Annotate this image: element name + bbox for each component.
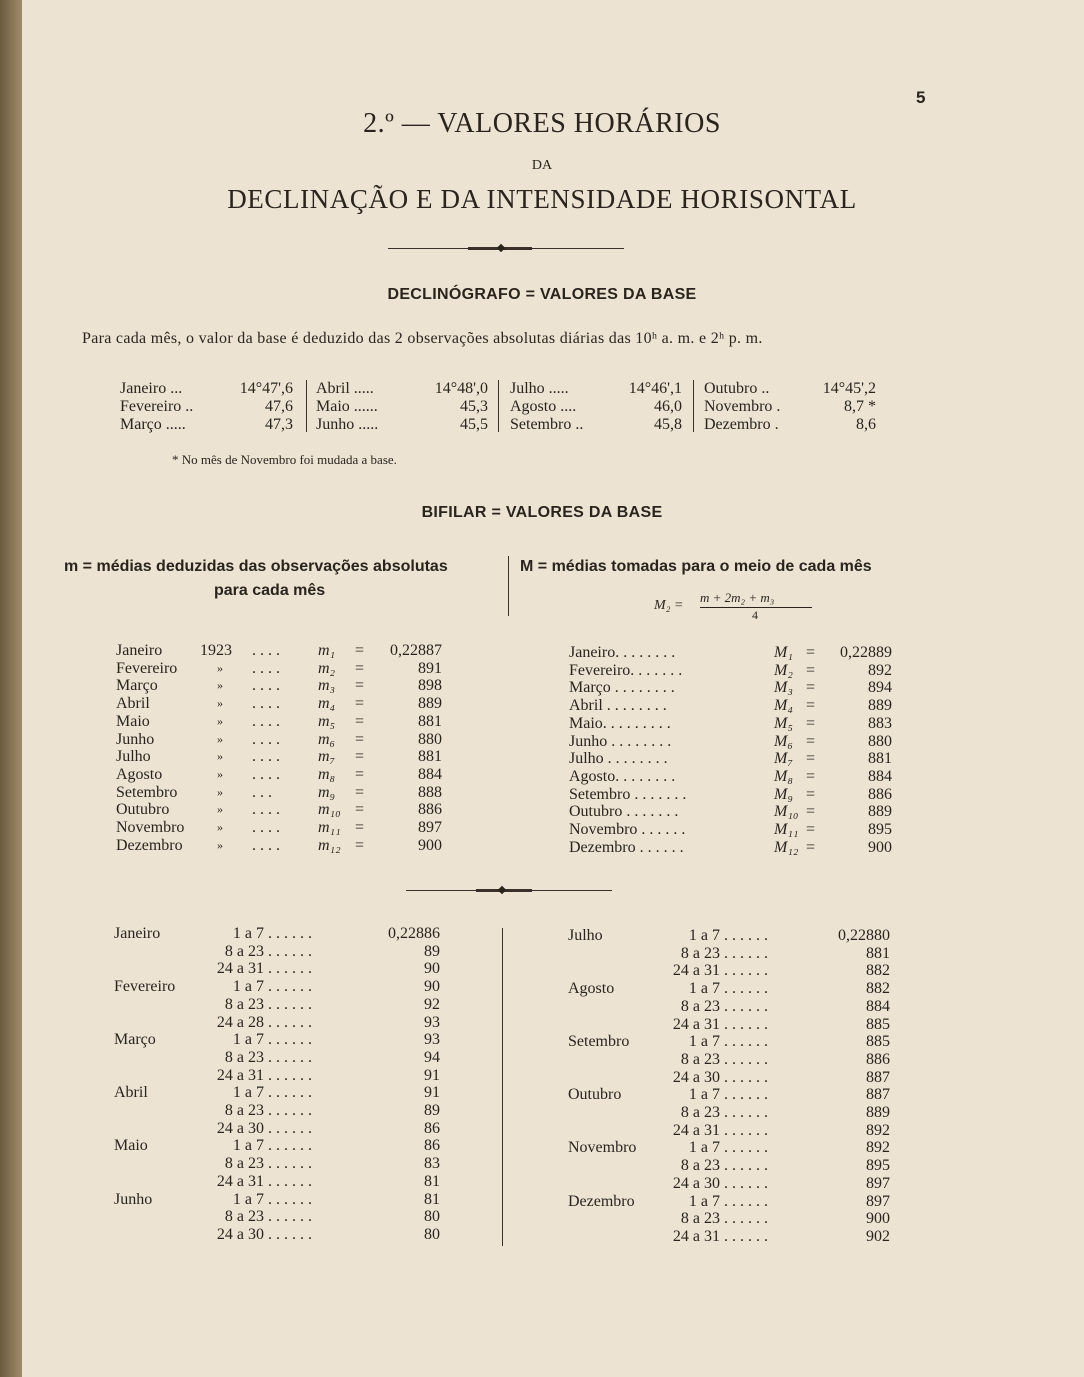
declinografo-month: Janeiro ... — [120, 380, 183, 397]
m-row-value: 898 — [418, 677, 442, 695]
formula-denominator: 4 — [752, 608, 758, 622]
weekly-value: 892 — [866, 1121, 890, 1139]
weekly-month: Outubro — [568, 1086, 622, 1104]
m-row-value: 0,22887 — [390, 642, 442, 659]
weekly-value: 93 — [424, 1031, 440, 1049]
weekly-range: 1 a 7 — [688, 1192, 720, 1210]
weekly-range: 1 a 7 — [232, 1084, 264, 1102]
declinografo-month: Junho ..... — [316, 416, 379, 433]
m-row-value: 881 — [418, 748, 442, 766]
weekly-dots: . . . . . . — [268, 1102, 312, 1119]
m-row-symbol: m₇ — [318, 748, 336, 766]
weekly-value: 902 — [866, 1227, 890, 1245]
weekly-month: Agosto — [568, 980, 615, 998]
m-row-month: Fevereiro — [116, 659, 178, 677]
M-row-symbol: M₂ — [774, 661, 793, 679]
footnote: * No mês de Novembro foi mudada a base. — [172, 452, 397, 467]
m-row-value: 880 — [418, 730, 442, 748]
weekly-month: Maio — [114, 1137, 148, 1155]
M-row-value: 889 — [868, 803, 892, 821]
M-row-value: 881 — [868, 750, 892, 768]
m-row-equals: = — [355, 748, 365, 766]
m-row-dots: . . . . — [252, 695, 280, 713]
weekly-value: 881 — [866, 944, 890, 962]
weekly-value: 884 — [866, 997, 890, 1015]
formula-lhs: M₂ = — [654, 598, 684, 613]
declinografo-value: 14°48',0 — [434, 380, 488, 397]
m-row-symbol: m₉ — [318, 783, 336, 801]
declinografo-month: Fevereiro .. — [120, 398, 194, 415]
M-row-equals: = — [806, 838, 816, 856]
M-row-value: 900 — [868, 838, 892, 856]
weekly-dots: . . . . . . — [724, 1157, 768, 1175]
weekly-value: 83 — [424, 1155, 440, 1173]
declinografo-month: Outubro .. — [704, 380, 770, 397]
weekly-range: 24 a 28 — [216, 1013, 264, 1031]
M-row-value: 883 — [868, 714, 892, 732]
weekly-value: 94 — [424, 1048, 440, 1066]
M-row-equals: = — [806, 785, 816, 803]
M-row-equals: = — [806, 821, 816, 838]
weekly-range: 24 a 31 — [672, 962, 720, 980]
weekly-value: 886 — [866, 1050, 890, 1068]
M-row-value: 880 — [868, 732, 892, 750]
declinografo-value: 47,6 — [265, 398, 293, 415]
weekly-range: 24 a 31 — [216, 1066, 264, 1084]
declinografo-value: 45,5 — [460, 416, 488, 433]
weekly-range: 24 a 31 — [672, 1121, 720, 1139]
m-row-equals: = — [355, 712, 365, 730]
weekly-dots: . . . . . . — [268, 1137, 312, 1155]
M-row-month: Fevereiro. . . . . . . — [569, 661, 683, 679]
M-row-symbol: M₇ — [774, 750, 793, 768]
M-row-equals: = — [806, 697, 816, 715]
m-row-value: 886 — [418, 801, 442, 819]
weekly-value: 80 — [424, 1225, 440, 1243]
weekly-month: Novembro — [568, 1139, 637, 1157]
weekly-dots: . . . . . . — [268, 1013, 312, 1031]
weekly-range: 24 a 31 — [672, 1015, 720, 1033]
declinografo-month: Março ..... — [120, 416, 186, 433]
weekly-range: 1 a 7 — [688, 1139, 720, 1157]
weekly-dots: . . . . . . — [724, 1139, 768, 1157]
weekly-value: 81 — [424, 1190, 440, 1208]
M-row-value: 895 — [868, 821, 892, 838]
m-row-dots: . . . . — [252, 730, 280, 748]
m-row-equals: = — [355, 677, 365, 695]
weekly-range: 24 a 30 — [672, 1174, 720, 1192]
m-row-symbol: m₆ — [318, 730, 336, 748]
weekly-range: 8 a 23 — [224, 1048, 264, 1066]
m-row-month: Novembro — [116, 819, 185, 836]
m-row-dots: . . . . — [252, 659, 280, 677]
m-row-equals: = — [355, 765, 365, 783]
m-row-year: » — [217, 731, 223, 746]
weekly-value: 91 — [424, 1084, 440, 1102]
declinografo-value: 45,3 — [460, 398, 488, 415]
M-row-month: Janeiro. . . . . . . . — [569, 644, 676, 661]
M-row-month: Abril . . . . . . . . — [569, 697, 667, 715]
weekly-range: 8 a 23 — [224, 942, 264, 960]
M-row-equals: = — [806, 714, 816, 732]
m-row-year: » — [217, 749, 223, 764]
weekly-range: 1 a 7 — [688, 1086, 720, 1104]
m-row-year: » — [217, 678, 223, 693]
m-row-month: Julho — [116, 748, 151, 766]
m-row-dots: . . . . — [252, 836, 280, 854]
m-row-value: 884 — [418, 765, 442, 783]
weekly-value: 897 — [866, 1192, 890, 1210]
left-column-heading: m = médias deduzidas das observações absolutas — [64, 558, 448, 575]
weekly-value: 86 — [424, 1137, 440, 1155]
weekly-range: 1 a 7 — [232, 978, 264, 996]
declinografo-month: Abril ..... — [316, 380, 374, 397]
declinografo-month: Novembro . — [704, 398, 781, 415]
weekly-dots: . . . . . . — [724, 1086, 768, 1104]
weekly-dots: . . . . . . — [724, 1227, 768, 1245]
m-row-symbol: m₄ — [318, 695, 336, 713]
weekly-month: Abril — [114, 1084, 148, 1102]
weekly-range: 8 a 23 — [680, 1157, 720, 1175]
declinografo-heading: DECLINÓGRAFO = VALORES DA BASE — [387, 286, 697, 303]
weekly-range: 1 a 7 — [232, 925, 264, 942]
weekly-range: 1 a 7 — [232, 1137, 264, 1155]
declinografo-month: Dezembro . — [704, 416, 779, 433]
declinografo-value: 46,0 — [654, 398, 682, 415]
weekly-dots: . . . . . . — [724, 1033, 768, 1051]
m-row-value: 891 — [418, 659, 442, 677]
weekly-dots: . . . . . . — [724, 1192, 768, 1210]
m-row-month: Janeiro — [116, 642, 163, 659]
M-row-equals: = — [806, 679, 816, 697]
weekly-month: Dezembro — [568, 1192, 635, 1210]
m-row-equals: = — [355, 695, 365, 713]
weekly-month: Junho — [114, 1190, 153, 1208]
declinografo-month: Maio ...... — [316, 398, 378, 415]
m-row-dots: . . . . — [252, 712, 280, 730]
m-row-month: Setembro — [116, 783, 178, 801]
declinografo-value: 14°47',6 — [239, 380, 293, 397]
m-row-symbol: m₁₁ — [318, 819, 341, 836]
weekly-range: 8 a 23 — [680, 1050, 720, 1068]
M-row-symbol: M₄ — [774, 697, 793, 715]
weekly-value: 887 — [866, 1068, 890, 1086]
weekly-value: 900 — [866, 1210, 890, 1228]
weekly-range: 8 a 23 — [224, 1102, 264, 1119]
m-row-month: Abril — [116, 695, 150, 713]
m-row-dots: . . . . — [252, 801, 280, 819]
M-row-equals: = — [806, 732, 816, 750]
m-row-dots: . . . . — [252, 677, 280, 695]
m-row-equals: = — [355, 819, 365, 836]
weekly-dots: . . . . . . — [724, 1015, 768, 1033]
m-row-dots: . . . . — [252, 642, 280, 659]
weekly-value: 897 — [866, 1174, 890, 1192]
weekly-month: Julho — [568, 927, 603, 944]
M-row-symbol: M₁₀ — [774, 803, 799, 821]
bifilar-heading: BIFILAR = VALORES DA BASE — [421, 504, 663, 521]
weekly-dots: . . . . . . — [724, 980, 768, 998]
left-column-heading-2: para cada mês — [214, 582, 326, 599]
weekly-value: 0,22880 — [838, 927, 890, 944]
m-row-symbol: m₈ — [318, 765, 336, 783]
M-row-month: Novembro . . . . . . — [569, 821, 686, 838]
M-row-month: Março . . . . . . . . — [569, 679, 675, 697]
declinografo-intro: Para cada mês, o valor da base é deduzido das 2 observações absolutas diárias das 10ʰ a. m. e 2ʰ p. m. — [82, 330, 763, 347]
weekly-value: 895 — [866, 1157, 890, 1175]
M-row-symbol: M₆ — [774, 732, 793, 750]
m-row-year: » — [217, 766, 223, 781]
declinografo-month: Agosto .... — [510, 398, 577, 415]
weekly-range: 8 a 23 — [680, 1104, 720, 1121]
m-row-symbol: m₁ — [318, 642, 336, 659]
m-row-equals: = — [355, 783, 365, 801]
page-title: 2.º — VALORES HORÁRIOS — [363, 108, 721, 139]
M-row-equals: = — [806, 644, 816, 661]
weekly-value: 885 — [866, 1015, 890, 1033]
weekly-range: 8 a 23 — [680, 1210, 720, 1228]
M-row-month: Julho . . . . . . . . — [569, 750, 668, 768]
M-row-symbol: M₅ — [774, 714, 793, 732]
weekly-dots: . . . . . . — [268, 978, 312, 996]
m-row-symbol: m₁₂ — [318, 836, 341, 854]
weekly-value: 93 — [424, 1013, 440, 1031]
m-row-year: 1923 — [200, 642, 232, 659]
M-row-value: 884 — [868, 767, 892, 785]
weekly-month: Março — [114, 1031, 156, 1049]
M-row-equals: = — [806, 661, 816, 679]
m-row-dots: . . . . — [252, 765, 280, 783]
declinografo-month: Julho ..... — [510, 380, 569, 397]
M-row-value: 889 — [868, 697, 892, 715]
m-row-dots: . . . — [252, 783, 272, 801]
weekly-value: 81 — [424, 1172, 440, 1190]
m-row-symbol: m₅ — [318, 712, 336, 730]
weekly-dots: . . . . . . — [724, 1104, 768, 1121]
m-row-value: 889 — [418, 695, 442, 713]
weekly-dots: . . . . . . — [724, 1210, 768, 1228]
m-row-value: 900 — [418, 836, 442, 854]
weekly-value: 887 — [866, 1086, 890, 1104]
M-row-value: 886 — [868, 785, 892, 803]
M-row-symbol: M₃ — [774, 679, 793, 697]
m-row-symbol: m₃ — [318, 677, 336, 695]
m-row-dots: . . . . — [252, 748, 280, 766]
m-row-month: Março — [116, 677, 158, 695]
weekly-dots: . . . . . . — [724, 997, 768, 1015]
weekly-dots: . . . . . . — [724, 944, 768, 962]
m-row-month: Agosto — [116, 765, 163, 783]
M-row-month: Setembro . . . . . . . — [569, 785, 687, 803]
m-row-month: Dezembro — [116, 836, 183, 854]
weekly-value: 89 — [424, 942, 440, 960]
m-row-month: Outubro — [116, 801, 170, 819]
weekly-range: 24 a 31 — [216, 1172, 264, 1190]
weekly-value: 90 — [424, 978, 440, 996]
weekly-dots: . . . . . . — [724, 1068, 768, 1086]
weekly-range: 1 a 7 — [688, 980, 720, 998]
m-row-month: Junho — [116, 730, 155, 748]
m-row-symbol: m₁₀ — [318, 801, 341, 819]
weekly-dots: . . . . . . — [268, 1208, 312, 1226]
m-row-value: 881 — [418, 712, 442, 730]
weekly-dots: . . . . . . — [268, 1084, 312, 1102]
m-row-year: » — [217, 696, 223, 711]
weekly-dots: . . . . . . — [268, 995, 312, 1013]
column-rule — [693, 380, 694, 432]
weekly-value: 889 — [866, 1104, 890, 1121]
m-row-equals: = — [355, 659, 365, 677]
weekly-range: 24 a 31 — [672, 1227, 720, 1245]
weekly-value: 0,22886 — [388, 925, 440, 942]
m-row-year: » — [217, 713, 223, 728]
weekly-range: 1 a 7 — [688, 927, 720, 944]
weekly-dots: . . . . . . — [724, 1050, 768, 1068]
M-row-value: 892 — [868, 661, 892, 679]
weekly-range: 1 a 7 — [232, 1190, 264, 1208]
M-row-value: 894 — [868, 679, 892, 697]
weekly-range: 24 a 30 — [216, 1225, 264, 1243]
m-row-value: 897 — [418, 819, 442, 836]
declinografo-value: 45,8 — [654, 416, 682, 433]
weekly-value: 91 — [424, 1066, 440, 1084]
M-row-month: Dezembro . . . . . . — [569, 838, 684, 856]
weekly-value: 882 — [866, 962, 890, 980]
right-column-heading: M = médias tomadas para o meio de cada mês — [520, 558, 872, 575]
m-row-symbol: m₂ — [318, 659, 336, 677]
M-row-symbol: M₁ — [774, 644, 793, 661]
declinografo-value: 8,7 * — [844, 398, 876, 415]
M-row-month: Maio. . . . . . . . . — [569, 714, 671, 732]
M-row-month: Outubro . . . . . . . — [569, 803, 679, 821]
weekly-value: 80 — [424, 1208, 440, 1226]
weekly-value: 882 — [866, 980, 890, 998]
M-row-equals: = — [806, 750, 816, 768]
weekly-dots: . . . . . . — [268, 1190, 312, 1208]
weekly-dots: . . . . . . — [268, 1119, 312, 1137]
m-row-year: » — [217, 784, 223, 799]
m-row-year: » — [217, 660, 223, 675]
weekly-range: 8 a 23 — [224, 1155, 264, 1173]
weekly-value: 885 — [866, 1033, 890, 1051]
weekly-dots: . . . . . . — [268, 1048, 312, 1066]
m-row-year: » — [217, 802, 223, 817]
weekly-range: 8 a 23 — [680, 944, 720, 962]
M-row-symbol: M₁₁ — [774, 821, 799, 838]
weekly-value: 92 — [424, 995, 440, 1013]
M-row-value: 0,22889 — [840, 644, 892, 661]
column-rule — [306, 380, 307, 432]
weekly-value: 892 — [866, 1139, 890, 1157]
m-row-value: 888 — [418, 783, 442, 801]
M-row-month: Agosto. . . . . . . . — [569, 767, 676, 785]
heading-rule — [508, 556, 509, 616]
weekly-dots: . . . . . . — [724, 927, 768, 944]
weekly-value: 86 — [424, 1119, 440, 1137]
m-row-year: » — [217, 837, 223, 852]
M-row-symbol: M₁₂ — [774, 838, 799, 856]
M-row-symbol: M₈ — [774, 767, 793, 785]
weekly-dots: . . . . . . — [268, 960, 312, 978]
M-row-equals: = — [806, 767, 816, 785]
weekly-range: 8 a 23 — [224, 995, 264, 1013]
m-row-equals: = — [355, 801, 365, 819]
M-row-month: Junho . . . . . . . . — [569, 732, 672, 750]
page-number: 5 — [916, 88, 926, 107]
column-rule — [498, 380, 499, 432]
weekly-dots: . . . . . . — [724, 1174, 768, 1192]
weekly-dots: . . . . . . — [268, 925, 312, 942]
weekly-value: 90 — [424, 960, 440, 978]
weekly-dots: . . . . . . — [268, 1225, 312, 1243]
m-row-equals: = — [355, 730, 365, 748]
weekly-range: 8 a 23 — [680, 997, 720, 1015]
declinografo-value: 47,3 — [265, 416, 293, 433]
weekly-range: 1 a 7 — [232, 1031, 264, 1049]
weekly-dots: . . . . . . — [268, 1172, 312, 1190]
weekly-column-rule — [502, 928, 503, 1246]
declinografo-value: 14°45',2 — [822, 380, 876, 397]
declinografo-month: Setembro .. — [510, 416, 584, 433]
weekly-dots: . . . . . . — [724, 962, 768, 980]
page-subtitle: DECLINAÇÃO E DA INTENSIDADE HORISONTAL — [227, 184, 857, 214]
weekly-range: 24 a 31 — [216, 960, 264, 978]
m-row-equals: = — [355, 836, 365, 854]
weekly-range: 24 a 30 — [216, 1119, 264, 1137]
weekly-month: Fevereiro — [114, 978, 176, 996]
weekly-range: 8 a 23 — [224, 1208, 264, 1226]
m-row-month: Maio — [116, 712, 150, 730]
weekly-dots: . . . . . . — [268, 1155, 312, 1173]
title-da: DA — [531, 158, 553, 173]
declinografo-value: 8,6 — [856, 416, 876, 433]
weekly-range: 24 a 30 — [672, 1068, 720, 1086]
weekly-month: Setembro — [568, 1033, 630, 1051]
declinografo-value: 14°46',1 — [628, 380, 682, 397]
weekly-dots: . . . . . . — [268, 942, 312, 960]
m-row-year: » — [217, 820, 223, 834]
weekly-dots: . . . . . . — [268, 1031, 312, 1049]
M-row-symbol: M₉ — [774, 785, 793, 803]
m-row-dots: . . . . — [252, 819, 280, 836]
weekly-dots: . . . . . . — [724, 1121, 768, 1139]
weekly-dots: . . . . . . — [268, 1066, 312, 1084]
formula-numerator: m + 2m₂ + m₃ — [700, 590, 775, 605]
weekly-value: 89 — [424, 1102, 440, 1119]
weekly-range: 1 a 7 — [688, 1033, 720, 1051]
M-row-equals: = — [806, 803, 816, 821]
m-row-equals: = — [355, 642, 365, 659]
weekly-month: Janeiro — [114, 925, 161, 942]
